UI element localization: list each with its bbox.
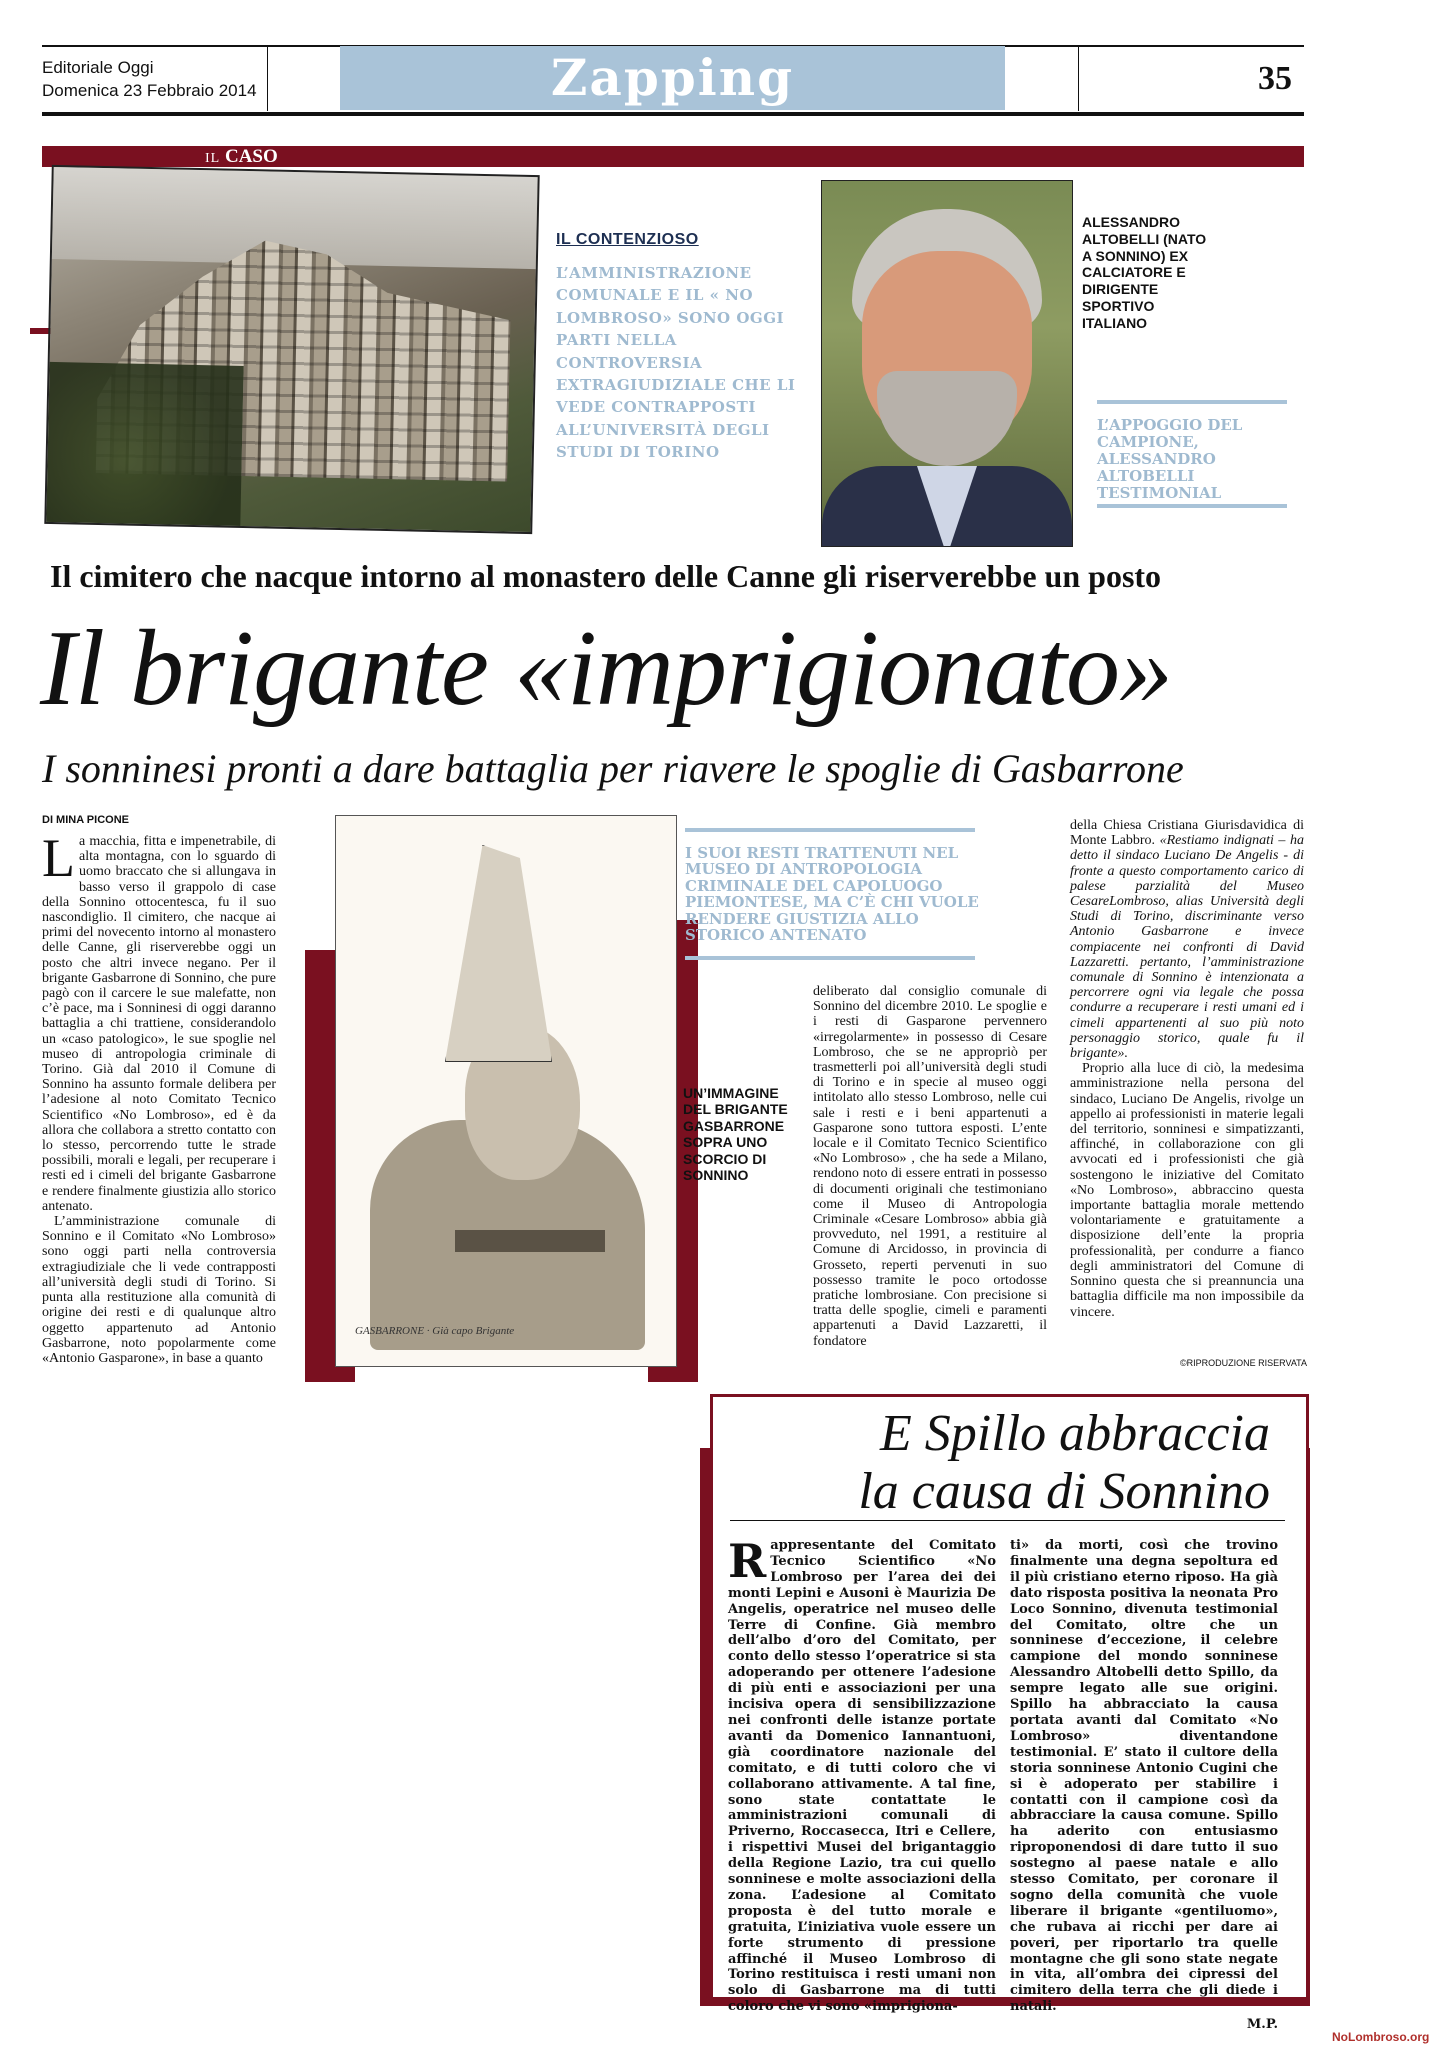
appoggio-rule [1097,400,1287,404]
paragraph-text: della Chiesa Cristiana Giurisdavidica di Monte Labbro. [1070,818,1304,849]
header-divider [1078,45,1079,111]
appoggio-text: L’APPOGGIO DEL CAMPIONE, ALESSANDRO ALTOBELLI TESTIMONIAL [1097,416,1243,502]
altobelli-photo [821,180,1073,547]
box-text: appresentante del Comitato Tecnico Scientifico «No Lombroso per l’area dei dei monti Lepini e Ausoni è Maurizia De Angelis, operatrice nel museo delle Terre di Confine. Già membro dell’albo d’oro del Comitato, per conto dello stesso l’operatrice si sta adoperando per ottenere l’adesione di più enti e associazioni per una incisiva opera di sensibilizzazione nei confronti delle istanze portate avanti da Domenico Iannantuoni, già coordinatore nazionale del comitato, e di tutti coloro che vi collaborano attivamente. A tal fine, sono state contattate le amministrazioni comunali di Priverno, Roccasecca, Itri e Cellere, i rispettivi Musei del brigantaggio della Regione Lazio, tra cui quello sonninese e molte associazioni della zona. L’adesione al Comitato proposta è del tutto morale e gratuita, L’iniziativa vuole essere un forte strumento di pressione affinché il Museo Lombroso di Torino restituisca i resti umani non solo di Gasbarrone ma di tutti coloro che vi sono «imprigiona- [728,1538,996,2015]
altobelli-caption: ALESSANDRO ALTOBELLI (NATO A SONNINO) EX CALCIATORE E DIRIGENTE SPORTIVO ITALIANO [1082,214,1207,331]
section-label-text: CASO [224,146,278,167]
mayor-quote: «Restiamo indignati – ha detto il sindaco Luciano De Angelis - di fronte a questo comportamento carico di palese parzialità del Museo CesareLombroso, alias Università degli Studi di Torino, discriminante verso Antonio Gasbarrone e invece compiacente nei confronti di David Lazzaretti. pertanto, l’amministrazione comunale di Sonnino è intenzionata a percorrere ogni via legale che possa condurre a recuperare i resti umani ed i cimeli appartenenti al suo più noto personaggio storico, quale fu il brigante». [1070,833,1304,1062]
box-title-line: E Spillo abbraccia [880,1405,1270,1462]
article-column-4 [1070,818,1304,1320]
subheadline: I sonninesi pronti a dare battaglia per riavere le spoglie di Gasbarrone [42,746,1184,791]
box-column-1 [728,1534,996,2015]
box-text: ti» da morti, così che trovino finalmente una degna sepoltura ed il più cristiano eterno riposo. Ha già dato risposta positiva la neonata Pro Loco Sonnino, divenuta testimonial del Comitato, oltre che un sonninese d’eccezione, il celebre campione del mondo sonninese Alessandro Altobelli detto Spillo, da sempre legato alle sue origini. Spillo ha abbracciato la causa portata avanti dal Comitato «No Lombroso» diventandone testimonial. E’ stato il cultore della storia sonninese Antonio Cugini che si è adoperato per stabilire i contatti con il campione così da abbracciare la causa comune. Spillo ha aderito con entusiasmo riproponendosi di dare tutto il suo sostegno al paese natale e allo stesso Comitato, per coronare il sogno della comunità che vuole liberare il brigante «gentiluomo», che rubava ai ricchi per dare ai poveri, per riportarlo tra quelle montagne che gli sono state negate in vita, all’ombra dei cipressi del cimitero della terra che gli diede i natali. [1010,1538,1278,2015]
page-number: 35 [1258,60,1292,97]
watermark: NoLombroso.org [1332,2030,1430,2044]
drop-cap: L [42,828,75,888]
image-caption: UN’IMMAGINE DEL BRIGANTE GASBARRONE SOPRA UNO SCORCIO DI SONNINO [683,1085,788,1184]
article-paragraph: L’amministrazione comunale di Sonnino e il Comitato «No Lombroso» sono oggi parti nella controversia extragiudiziale che li vede contrapposti all’università degli studi di Torino. Si punta alla restituzione alla comunità di origine dei resti e di qualunque altro oggetto appartenuto ad Antonio Gasbarrone, noto popolarmente come «Antonio Gasparone», in base a quanto [42,1214,276,1366]
article-column-1 [42,828,276,1366]
box-column-2 [1010,1538,1278,2033]
publication-date: Domenica 23 Febbraio 2014 [42,81,257,100]
header-bottom-rule [42,112,1304,116]
headline: Il brigante «imprigionato» [40,609,1172,728]
kicker: Il cimitero che nacque intorno al monastero delle Canne gli riserverebbe un posto [50,558,1162,594]
section-title: Zapping [550,48,795,107]
section-label [205,146,278,167]
paragraph-text: a macchia, fitta e impenetrabile, di alta montagna, con lo sguardo di uomo braccato che si allungava in basso verso il grappolo di case della Sonnino ottocentesca, fu il suo nascondiglio. Il cimitero, che nacque ai primi del novecento intorno al monastero delle Canne, gli riserverebbe oggi un posto che altri invece negano. Per il brigante Gasbarrone di Sonnino, che pure pagò con il carcere le sue malefatte, non c’è pace, ma i Sonninesi di oggi daranno battaglia a chi trattiene, considerandolo un «caso patologico», le sue spoglie nel museo di antropologia criminale di Torino. Già dal 2010 il Comune di Sonnino ha assunto formale delibera per l’adesione al noto Comitato Tecnico Scientifico «No Lombroso», ed è da allora che collabora a stretto contatto con lo stesso, percorrendo tutte le strade possibili, morali e legali, per recuperare i resti ed i cimeli del brigante Gasbarrone e rendere finalmente giustizia allo storico antenato. [42,834,276,1214]
contenzioso-text: L’AMMINISTRAZIONE COMUNALE E IL « NO LOMBROSO» SONO OGGI PARTI NELLA CONTROVERSIA EXTRAGIUDIZIALE CHE LI VEDE CONTRAPPOSTI ALL’UNIVERSITÀ DEGLI STUDI DI TORINO [556,264,796,462]
article-column-3 [813,984,1047,1349]
article-paragraph: Proprio alla luce di ciò, la medesima amministrazione nella persona del sindaco, Luciano De Angelis, rivolge un appello ai professionisti in materie legali del territorio, sonninesi e simpatizzanti, affinché, in collaborazione con gli avvocati ed i professionisti che già sostengono le iniziative del Comitato «No Lombroso», abbraccino questa importante battaglia morale mettendo volontariamente e gratuitamente a disposizione dell’ente la propria professionalità, per condurre a fianco degli amministratori del Comune di Sonnino questa che si preannuncia una battaglia difficile ma non impossibile da vincere. [1070,1061,1304,1320]
article-paragraph [1070,818,1304,1061]
pullquote-rule [685,828,975,832]
engraving-caption: GASBARRONE · Già capo Brigante [355,1325,515,1337]
section-label-prefix: IL [205,151,221,166]
box-signature: M.P. [1246,2017,1278,2033]
masthead [42,56,257,102]
box-drop-cap: R [728,1534,767,1588]
engraving-belt [455,1230,605,1252]
header-divider [267,45,268,111]
town-photo [44,165,539,534]
copyright-note: ©RIPRODUZIONE RISERVATA [1180,1358,1307,1368]
publication-name: Editoriale Oggi [42,58,154,77]
article-paragraph: deliberato dal consiglio comunale di Sonnino del dicembre 2010. Le spoglie e i resti di Gasparone pervennero «irregolarmente» in possesso di Cesare Lombroso, che se ne appropriò per trasmetterli poi all’università degli studi di Torino e in specie al museo oggi intitolato allo stesso Lombroso, nelle cui sale i resti e i beni appartenuti a Gasparone sono tuttora esposti. L’ente locale e il Comitato Tecnico Scientifico «No Lombroso» , che ha sede a Milano, rendono noto di essere entrati in possesso di documenti originali che testimoniano come il Museo di Antropologia Criminale «Cesare Lombroso» abbia già provveduto, nel 1991, a restituire al Comune di Arcidosso, in provincia di Grosseto, reperti pervenuti in suo possesso tramite le poco ortodosse pratiche lombrosiane. Con precisione si tratta delle spoglie, cimeli e paramenti appartenuti a David Lazzaretti, il fondatore [813,984,1047,1349]
box-title [740,1405,1270,1521]
photo-beard [877,371,1017,466]
box-title-line: la causa di Sonnino [858,1463,1270,1520]
pullquote-rule [685,956,975,960]
byline: DI MINA PICONE [42,814,129,826]
article-paragraph [42,828,276,1214]
contenzioso-title: IL CONTENZIOSO [556,231,699,248]
pullquote: I SUOI RESTI TRATTENUTI NEL MUSEO DI ANTROPOLOGIA CRIMINALE DEL CAPOLUOGO PIEMONTESE, MA C’È CHI VUOLE RENDERE GIUSTIZIA ALLO STORICO ANTENATO [685,844,979,945]
appoggio-rule [1097,504,1287,508]
photo-trees [46,362,243,526]
box-rule [730,1520,1285,1521]
